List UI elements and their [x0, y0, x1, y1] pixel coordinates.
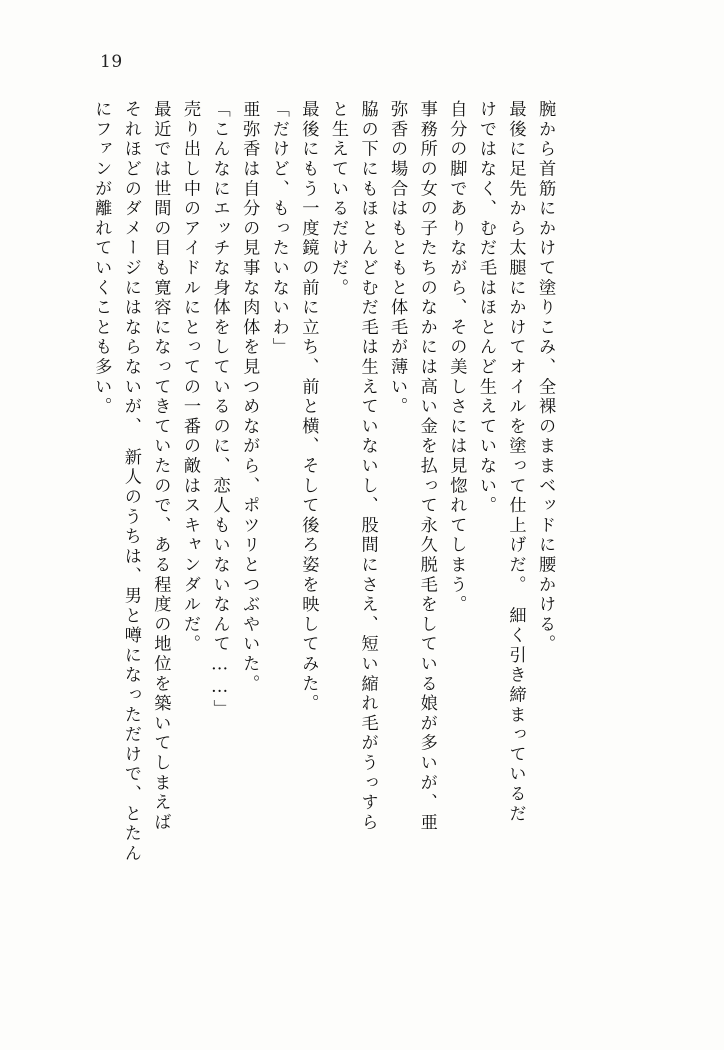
text-column: 最近では世間の目も寛容になってきていたので、ある程度の地位を築いてしまえば — [150, 100, 171, 833]
text-column: 腕から首筋にかけて塗りこみ、全裸のままベッドに腰かける。 — [535, 100, 556, 655]
text-column: 最後に足先から太腿にかけてオイルを塗って仕上げだ。 細く引き締まっているだ — [505, 100, 526, 824]
text-column: 「こんなにエッチな身体をしているのに、恋人もいないなんて……」 — [209, 100, 230, 720]
text-column: けではなく、むだ毛はほとんど生えていない。 — [475, 100, 496, 516]
text-column: 亜弥香は自分の見事な肉体を見つめながら、ポツリとつぶやいた。 — [239, 100, 260, 694]
text-column: 弥香の場合はもともと体毛が薄い。 — [387, 100, 408, 417]
text-column: 「だけど、もったいないわ」 — [268, 100, 289, 358]
text-column: 事務所の女の子たちのなかには高い金を払って永久脱毛をしている娘が多いが、亜 — [416, 100, 437, 833]
text-column: 脇の下にもほとんどむだ毛は生えていないし、股間にさえ、短い縮れ毛がうっすら — [357, 100, 378, 833]
text-column: 自分の脚でありながら、その美しさには見惚れてしまう。 — [446, 100, 467, 615]
text-column: にファンが離れていくことも多い。 — [91, 100, 112, 417]
text-column: 最後にもう一度鏡の前に立ち、前と横、そして後ろ姿を映してみた。 — [298, 100, 319, 714]
text-column: それほどのダメージにはならないが、 新人のうちは、男と噂になっただけで、とたん — [120, 100, 141, 864]
vertical-text-body — [92, 100, 652, 955]
page-number: 19 — [100, 52, 123, 72]
text-column: と生えているだけだ。 — [327, 100, 348, 298]
text-column: 売り出し中のアイドルにとっての一番の敵はスキャンダルだ。 — [179, 100, 200, 655]
